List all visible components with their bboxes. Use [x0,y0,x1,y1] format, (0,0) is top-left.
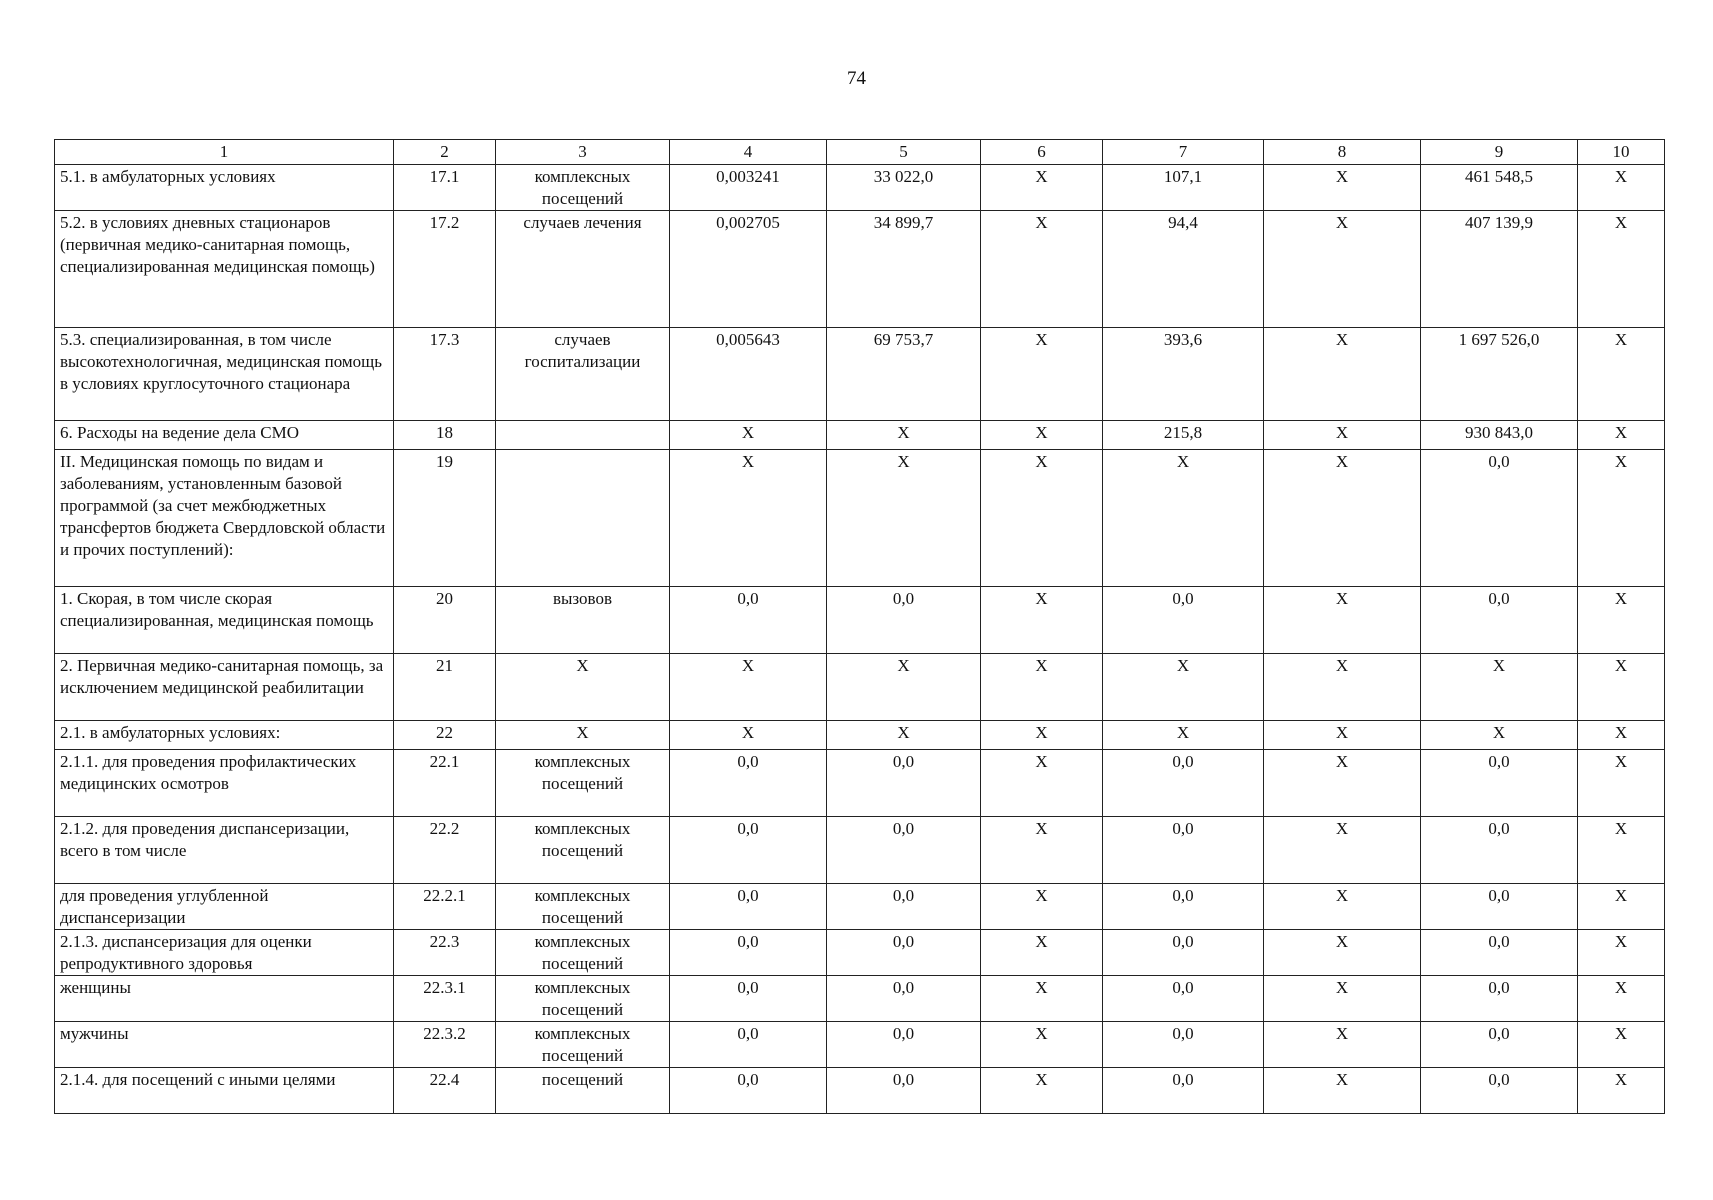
table-row [55,1022,1665,1068]
table-row [55,211,1665,328]
cell-col10: X [1578,1068,1665,1114]
cell-col10: X [1578,165,1665,211]
row-number-cell: 18 [394,421,496,450]
cell-col4: X [670,654,827,721]
cell-col5: 34 899,7 [827,211,981,328]
cell-col10: X [1578,328,1665,421]
cell-col9: 0,0 [1421,817,1578,884]
column-number-header: 1 [55,140,394,165]
cell-col6: X [981,1068,1103,1114]
cell-col10: X [1578,930,1665,976]
row-number-cell: 17.1 [394,165,496,211]
cell-col4: 0,003241 [670,165,827,211]
cell-col9: 0,0 [1421,976,1578,1022]
cell-col7: 0,0 [1103,1068,1264,1114]
row-label-cell: 2.1.1. для проведения профилактических медицинских осмотров [55,750,394,817]
page-number: 74 [847,68,866,89]
cell-col4: 0,0 [670,884,827,930]
column-number-header: 8 [1264,140,1421,165]
row-label-cell: 2.1.3. диспансеризация для оценки репродуктивного здоровья [55,930,394,976]
cell-col4: X [670,421,827,450]
column-number-header: 9 [1421,140,1578,165]
unit-cell: комплексных посещений [496,750,670,817]
cell-col10: X [1578,884,1665,930]
cell-col10: X [1578,587,1665,654]
cell-col6: X [981,421,1103,450]
table-header-row [55,140,1665,165]
row-label-cell: II. Медицинская помощь по видам и заболеваниям, установленным базовой программой (за счет межбюджетных трансфертов бюджета Свердловской области и прочих поступлений): [55,450,394,587]
row-label-cell: 2.1.2. для проведения диспансеризации, всего в том числе [55,817,394,884]
cell-col8: X [1264,211,1421,328]
cell-col5: 0,0 [827,930,981,976]
cell-col5: X [827,721,981,750]
unit-cell [496,421,670,450]
cell-col7: X [1103,721,1264,750]
cell-col7: 0,0 [1103,1022,1264,1068]
row-number-cell: 22.3.1 [394,976,496,1022]
unit-cell: посещений [496,1068,670,1114]
row-label-cell: 5.2. в условиях дневных стационаров (первичная медико-санитарная помощь, специализированная медицинская помощь) [55,211,394,328]
unit-cell: комплексных посещений [496,1022,670,1068]
row-number-cell: 22.3 [394,930,496,976]
cell-col9: 930 843,0 [1421,421,1578,450]
column-number-header: 6 [981,140,1103,165]
cell-col8: X [1264,930,1421,976]
cell-col4: 0,005643 [670,328,827,421]
column-number-header: 7 [1103,140,1264,165]
cell-col7: 0,0 [1103,750,1264,817]
table-row [55,328,1665,421]
cell-col8: X [1264,976,1421,1022]
cell-col6: X [981,1022,1103,1068]
cell-col10: X [1578,817,1665,884]
cell-col7: 107,1 [1103,165,1264,211]
cell-col8: X [1264,750,1421,817]
cell-col9: 0,0 [1421,450,1578,587]
unit-cell: комплексных посещений [496,884,670,930]
cell-col9: 0,0 [1421,1068,1578,1114]
cell-col9: X [1421,721,1578,750]
cell-col5: 0,0 [827,1022,981,1068]
row-label-cell: 5.1. в амбулаторных условиях [55,165,394,211]
cell-col6: X [981,450,1103,587]
row-label-cell: 6. Расходы на ведение дела СМО [55,421,394,450]
row-number-cell: 21 [394,654,496,721]
cell-col9: 0,0 [1421,587,1578,654]
cell-col6: X [981,587,1103,654]
row-number-cell: 19 [394,450,496,587]
cell-col7: 0,0 [1103,930,1264,976]
unit-cell: вызовов [496,587,670,654]
cell-col7: 215,8 [1103,421,1264,450]
cell-col10: X [1578,721,1665,750]
cell-col4: 0,0 [670,1022,827,1068]
unit-cell: комплексных посещений [496,930,670,976]
column-number-header: 4 [670,140,827,165]
row-number-cell: 22.3.2 [394,1022,496,1068]
cell-col7: X [1103,450,1264,587]
cell-col8: X [1264,1022,1421,1068]
cell-col4: X [670,721,827,750]
cell-col5: X [827,654,981,721]
cell-col10: X [1578,211,1665,328]
cell-col6: X [981,654,1103,721]
table-row [55,721,1665,750]
cell-col8: X [1264,587,1421,654]
cell-col5: 0,0 [827,884,981,930]
cell-col8: X [1264,421,1421,450]
cell-col8: X [1264,450,1421,587]
unit-cell: комплексных посещений [496,976,670,1022]
table-row [55,1068,1665,1114]
row-number-cell: 22.2.1 [394,884,496,930]
row-label-cell: 2.1. в амбулаторных условиях: [55,721,394,750]
cell-col5: X [827,450,981,587]
unit-cell: случаев лечения [496,211,670,328]
row-number-cell: 20 [394,587,496,654]
column-number-header: 2 [394,140,496,165]
cell-col7: 0,0 [1103,976,1264,1022]
row-label-cell: женщины [55,976,394,1022]
table-row [55,587,1665,654]
cell-col6: X [981,930,1103,976]
cell-col8: X [1264,721,1421,750]
table-row [55,817,1665,884]
cell-col6: X [981,976,1103,1022]
cell-col9: 0,0 [1421,930,1578,976]
row-label-cell: 5.3. специализированная, в том числе высокотехнологичная, медицинская помощь в условиях круглосуточного стационара [55,328,394,421]
table-row [55,976,1665,1022]
cell-col8: X [1264,1068,1421,1114]
cell-col8: X [1264,328,1421,421]
table-row [55,930,1665,976]
cell-col6: X [981,884,1103,930]
cell-col8: X [1264,817,1421,884]
cell-col8: X [1264,165,1421,211]
row-number-cell: 22 [394,721,496,750]
unit-cell: комплексных посещений [496,165,670,211]
cell-col10: X [1578,750,1665,817]
cell-col9: 0,0 [1421,750,1578,817]
column-number-header: 5 [827,140,981,165]
cell-col6: X [981,750,1103,817]
unit-cell: случаев госпитализации [496,328,670,421]
cell-col4: 0,002705 [670,211,827,328]
cell-col5: 69 753,7 [827,328,981,421]
cell-col5: 0,0 [827,817,981,884]
row-label-cell: 2.1.4. для посещений с иными целями [55,1068,394,1114]
cell-col7: 0,0 [1103,587,1264,654]
cell-col10: X [1578,654,1665,721]
row-label-cell: 2. Первичная медико-санитарная помощь, за исключением медицинской реабилитации [55,654,394,721]
data-table-container [54,139,1664,1114]
cell-col5: 0,0 [827,1068,981,1114]
cell-col4: 0,0 [670,976,827,1022]
cell-col5: X [827,421,981,450]
cell-col5: 0,0 [827,976,981,1022]
row-label-cell: 1. Скорая, в том числе скорая специализированная, медицинская помощь [55,587,394,654]
cell-col6: X [981,817,1103,884]
row-number-cell: 22.4 [394,1068,496,1114]
cell-col4: 0,0 [670,1068,827,1114]
row-label-cell: для проведения углубленной диспансеризации [55,884,394,930]
cell-col8: X [1264,884,1421,930]
cell-col6: X [981,165,1103,211]
cell-col5: 0,0 [827,587,981,654]
cell-col7: 0,0 [1103,884,1264,930]
table-row [55,450,1665,587]
cell-col9: 407 139,9 [1421,211,1578,328]
cell-col7: 0,0 [1103,817,1264,884]
unit-cell: X [496,721,670,750]
cell-col8: X [1264,654,1421,721]
row-number-cell: 22.1 [394,750,496,817]
cell-col9: 1 697 526,0 [1421,328,1578,421]
cell-col7: 393,6 [1103,328,1264,421]
row-number-cell: 17.2 [394,211,496,328]
cell-col7: X [1103,654,1264,721]
table-row [55,884,1665,930]
table-row [55,165,1665,211]
table-row [55,750,1665,817]
cell-col6: X [981,328,1103,421]
cell-col10: X [1578,450,1665,587]
cell-col7: 94,4 [1103,211,1264,328]
cell-col10: X [1578,976,1665,1022]
cell-col4: 0,0 [670,587,827,654]
row-label-cell: мужчины [55,1022,394,1068]
cell-col9: 461 548,5 [1421,165,1578,211]
column-number-header: 10 [1578,140,1665,165]
cell-col6: X [981,211,1103,328]
unit-cell: X [496,654,670,721]
cell-col4: 0,0 [670,930,827,976]
cell-col5: 33 022,0 [827,165,981,211]
table-row [55,421,1665,450]
cell-col10: X [1578,421,1665,450]
cell-col9: 0,0 [1421,1022,1578,1068]
cell-col4: 0,0 [670,817,827,884]
row-number-cell: 17.3 [394,328,496,421]
cell-col9: 0,0 [1421,884,1578,930]
cell-col5: 0,0 [827,750,981,817]
unit-cell: комплексных посещений [496,817,670,884]
cell-col10: X [1578,1022,1665,1068]
cell-col4: X [670,450,827,587]
column-number-header: 3 [496,140,670,165]
cell-col9: X [1421,654,1578,721]
row-number-cell: 22.2 [394,817,496,884]
data-table [54,139,1665,1114]
unit-cell [496,450,670,587]
cell-col6: X [981,721,1103,750]
cell-col4: 0,0 [670,750,827,817]
table-row [55,654,1665,721]
